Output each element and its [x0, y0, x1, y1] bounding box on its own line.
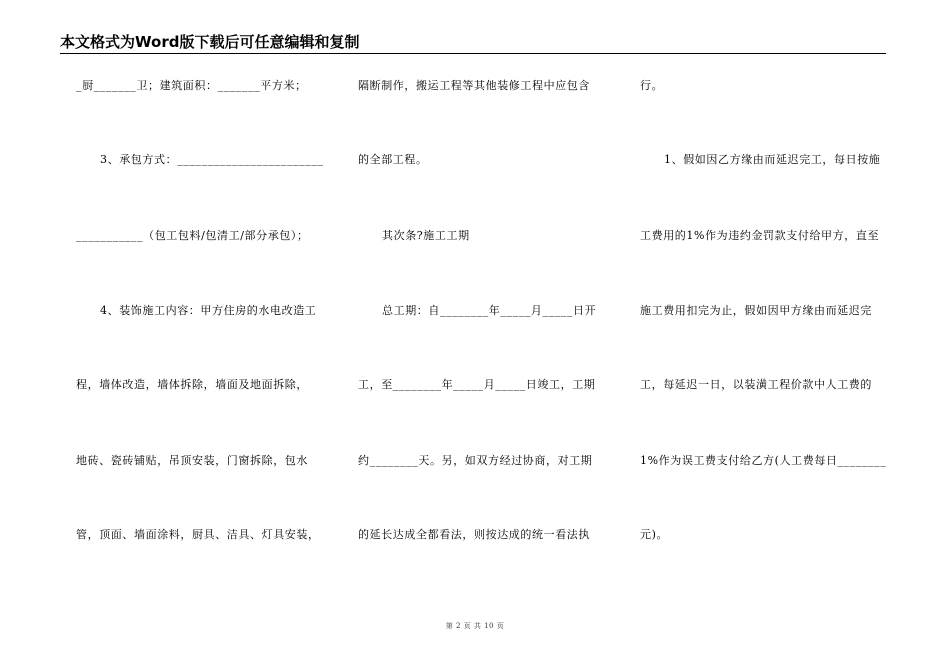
- text-line: 4、装饰施工内容：甲方住房的水电改造工: [100, 304, 317, 317]
- text-line: ___________（包工包料/包清工/部分承包）；: [76, 229, 309, 242]
- text-line: 工费用的1%作为违约金罚款支付给甲方，直至: [640, 229, 880, 242]
- text-line: 隔断制作，搬运工程等其他装修工程中应包含: [358, 79, 590, 92]
- text-line: 其次条?施工工期: [382, 229, 470, 242]
- text-column-3: [640, 0, 890, 620]
- text-column-2: [358, 0, 608, 620]
- text-line: 约________天。另，如双方经过协商，对工期: [358, 454, 593, 467]
- page-number-footer: 第 2 页 共 10 页: [445, 622, 505, 630]
- text-line: 施工费用扣完为止，假如因甲方缘由而延迟完: [640, 304, 872, 317]
- text-line: 1、假如因乙方缘由而延迟完工，每日按施: [664, 153, 881, 166]
- text-line: 3、承包方式：________________________: [100, 153, 324, 166]
- text-line: 地砖、瓷砖铺贴，吊顶安装，门窗拆除，包水: [76, 454, 308, 467]
- text-line: _厨_______卫；建筑面积：_______平方米；: [76, 79, 307, 92]
- text-line: 总工期：自________年_____月_____日开: [382, 304, 597, 317]
- text-line: 管，顶面、墙面涂料，厨具、洁具、灯具安装，: [76, 528, 320, 541]
- text-line: 的全部工程。: [358, 153, 428, 166]
- text-line: 的延长达成全都看法，则按达成的统一看法执: [358, 528, 590, 541]
- text-line: 工，至________年_____月_____日竣工，工期: [358, 378, 596, 391]
- text-line: 程，墙体改造，墙体拆除，墙面及地面拆除，: [76, 378, 308, 391]
- text-line: 1%作为误工费支付给乙方(人工费每日________: [640, 454, 887, 467]
- text-line: 行。: [640, 79, 664, 92]
- document-header-title: 本文格式为Word版下载后可任意编辑和复制: [60, 33, 360, 51]
- text-line: 工，每延迟一日，以装潢工程价款中人工费的: [640, 378, 872, 391]
- text-column-1: [76, 0, 326, 620]
- text-line: 元)。: [640, 528, 669, 541]
